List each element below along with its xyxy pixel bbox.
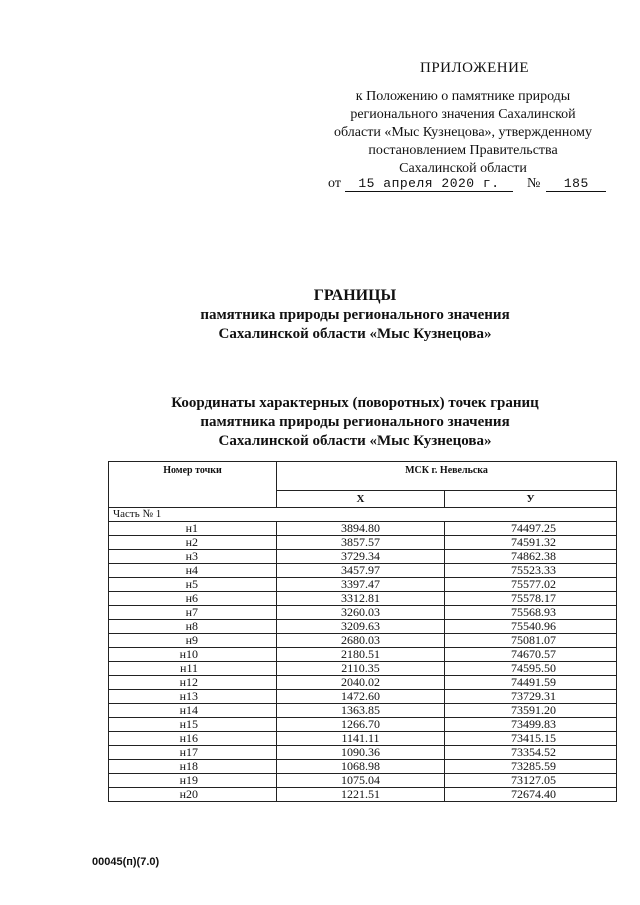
coordinates-heading-line: Сахалинской области «Мыс Кузнецова» bbox=[218, 433, 492, 449]
x-coordinate-cell: 1068.98 bbox=[277, 760, 445, 774]
appendix-line: регионального значения Сахалинской bbox=[350, 107, 576, 122]
y-coordinate-cell: 72674.40 bbox=[445, 788, 617, 802]
table-row bbox=[109, 690, 617, 704]
point-number-cell: н7 bbox=[109, 606, 277, 620]
y-coordinate-cell: 73591.20 bbox=[445, 704, 617, 718]
table-row bbox=[109, 564, 617, 578]
coordinates-table bbox=[108, 461, 617, 802]
table-row bbox=[109, 550, 617, 564]
point-number-cell: н15 bbox=[109, 718, 277, 732]
y-coordinate-cell: 73354.52 bbox=[445, 746, 617, 760]
y-coordinate-cell: 73127.05 bbox=[445, 774, 617, 788]
table-row bbox=[109, 788, 617, 802]
y-coordinate-cell: 74862.38 bbox=[445, 550, 617, 564]
y-coordinate-cell: 74497.25 bbox=[445, 522, 617, 536]
point-number-cell: н18 bbox=[109, 760, 277, 774]
x-coordinate-cell: 1075.04 bbox=[277, 774, 445, 788]
point-number-cell: н20 bbox=[109, 788, 277, 802]
table-row bbox=[109, 536, 617, 550]
point-number-cell: н11 bbox=[109, 662, 277, 676]
point-number-cell: н1 bbox=[109, 522, 277, 536]
table-row bbox=[109, 620, 617, 634]
document-title: ГРАНИЦЫ bbox=[313, 287, 397, 304]
x-coordinate-cell: 3729.34 bbox=[277, 550, 445, 564]
point-number-cell: н8 bbox=[109, 620, 277, 634]
document-subtitle bbox=[120, 306, 590, 344]
appendix-title: ПРИЛОЖЕНИЕ bbox=[420, 60, 530, 76]
table-row bbox=[109, 746, 617, 760]
x-coordinate-cell: 3894.80 bbox=[277, 522, 445, 536]
x-coordinate-cell: 1090.36 bbox=[277, 746, 445, 760]
y-coordinate-cell: 75540.96 bbox=[445, 620, 617, 634]
number-label: № bbox=[526, 176, 541, 191]
y-coordinate-cell: 74491.59 bbox=[445, 676, 617, 690]
x-coordinate-cell: 3312.81 bbox=[277, 592, 445, 606]
approval-line bbox=[328, 176, 628, 192]
coordinates-heading-line: Координаты характерных (поворотных) точек границ bbox=[171, 395, 539, 411]
point-number-cell: н3 bbox=[109, 550, 277, 564]
table-row bbox=[109, 522, 617, 536]
table-row bbox=[109, 606, 617, 620]
date-label: от bbox=[328, 176, 341, 191]
table-row bbox=[109, 760, 617, 774]
coordinates-heading-line: памятника природы регионального значения bbox=[200, 414, 510, 430]
point-number-cell: н17 bbox=[109, 746, 277, 760]
x-coordinate-cell: 1266.70 bbox=[277, 718, 445, 732]
x-coordinate-cell: 3397.47 bbox=[277, 578, 445, 592]
x-coordinate-cell: 2680.03 bbox=[277, 634, 445, 648]
y-coordinate-cell: 74595.50 bbox=[445, 662, 617, 676]
table-row bbox=[109, 676, 617, 690]
appendix-line: постановлением Правительства bbox=[368, 143, 558, 158]
y-coordinate-cell: 73415.15 bbox=[445, 732, 617, 746]
x-coordinate-cell: 2110.35 bbox=[277, 662, 445, 676]
x-coordinate-cell: 3457.97 bbox=[277, 564, 445, 578]
point-number-cell: н9 bbox=[109, 634, 277, 648]
y-coordinate-cell: 74670.57 bbox=[445, 648, 617, 662]
x-coordinate-cell: 3857.57 bbox=[277, 536, 445, 550]
y-coordinate-cell: 73499.83 bbox=[445, 718, 617, 732]
point-number-cell: н2 bbox=[109, 536, 277, 550]
column-header-system: МСК г. Невельска bbox=[277, 462, 617, 491]
y-coordinate-cell: 73285.59 bbox=[445, 760, 617, 774]
appendix-line: к Положению о памятнике природы bbox=[355, 89, 571, 104]
table-row bbox=[109, 732, 617, 746]
x-coordinate-cell: 1141.11 bbox=[277, 732, 445, 746]
point-number-cell: н5 bbox=[109, 578, 277, 592]
table-row bbox=[109, 578, 617, 592]
coordinates-heading bbox=[120, 394, 590, 451]
table-row bbox=[109, 592, 617, 606]
document-code: 00045(п)(7.0) bbox=[92, 856, 160, 868]
x-coordinate-cell: 1363.85 bbox=[277, 704, 445, 718]
x-coordinate-cell: 1472.60 bbox=[277, 690, 445, 704]
point-number-cell: н6 bbox=[109, 592, 277, 606]
column-header-point: Номер точки bbox=[109, 462, 277, 508]
point-number-cell: н19 bbox=[109, 774, 277, 788]
y-coordinate-cell: 75523.33 bbox=[445, 564, 617, 578]
x-coordinate-cell: 3209.63 bbox=[277, 620, 445, 634]
point-number-cell: н14 bbox=[109, 704, 277, 718]
table-row bbox=[109, 648, 617, 662]
point-number-cell: н4 bbox=[109, 564, 277, 578]
y-coordinate-cell: 73729.31 bbox=[445, 690, 617, 704]
appendix-line: Сахалинской области bbox=[399, 161, 527, 176]
table-row bbox=[109, 704, 617, 718]
part-label: Часть № 1 bbox=[109, 508, 617, 522]
y-coordinate-cell: 74591.32 bbox=[445, 536, 617, 550]
x-coordinate-cell: 1221.51 bbox=[277, 788, 445, 802]
approval-date: 15 апреля 2020 г. bbox=[345, 176, 513, 192]
x-coordinate-cell: 2180.51 bbox=[277, 648, 445, 662]
y-coordinate-cell: 75577.02 bbox=[445, 578, 617, 592]
table-row bbox=[109, 634, 617, 648]
point-number-cell: н10 bbox=[109, 648, 277, 662]
y-coordinate-cell: 75568.93 bbox=[445, 606, 617, 620]
x-coordinate-cell: 3260.03 bbox=[277, 606, 445, 620]
appendix-description bbox=[318, 88, 608, 178]
appendix-line: области «Мыс Кузнецова», утвержденному bbox=[334, 125, 592, 140]
table-row bbox=[109, 774, 617, 788]
column-header-y: У bbox=[445, 491, 617, 508]
point-number-cell: н13 bbox=[109, 690, 277, 704]
point-number-cell: н12 bbox=[109, 676, 277, 690]
subtitle-line: Сахалинской области «Мыс Кузнецова» bbox=[218, 326, 492, 342]
subtitle-line: памятника природы регионального значения bbox=[200, 307, 510, 323]
table-row bbox=[109, 662, 617, 676]
x-coordinate-cell: 2040.02 bbox=[277, 676, 445, 690]
point-number-cell: н16 bbox=[109, 732, 277, 746]
table-row bbox=[109, 718, 617, 732]
approval-number: 185 bbox=[546, 176, 606, 192]
y-coordinate-cell: 75578.17 bbox=[445, 592, 617, 606]
column-header-x: X bbox=[277, 491, 445, 508]
y-coordinate-cell: 75081.07 bbox=[445, 634, 617, 648]
